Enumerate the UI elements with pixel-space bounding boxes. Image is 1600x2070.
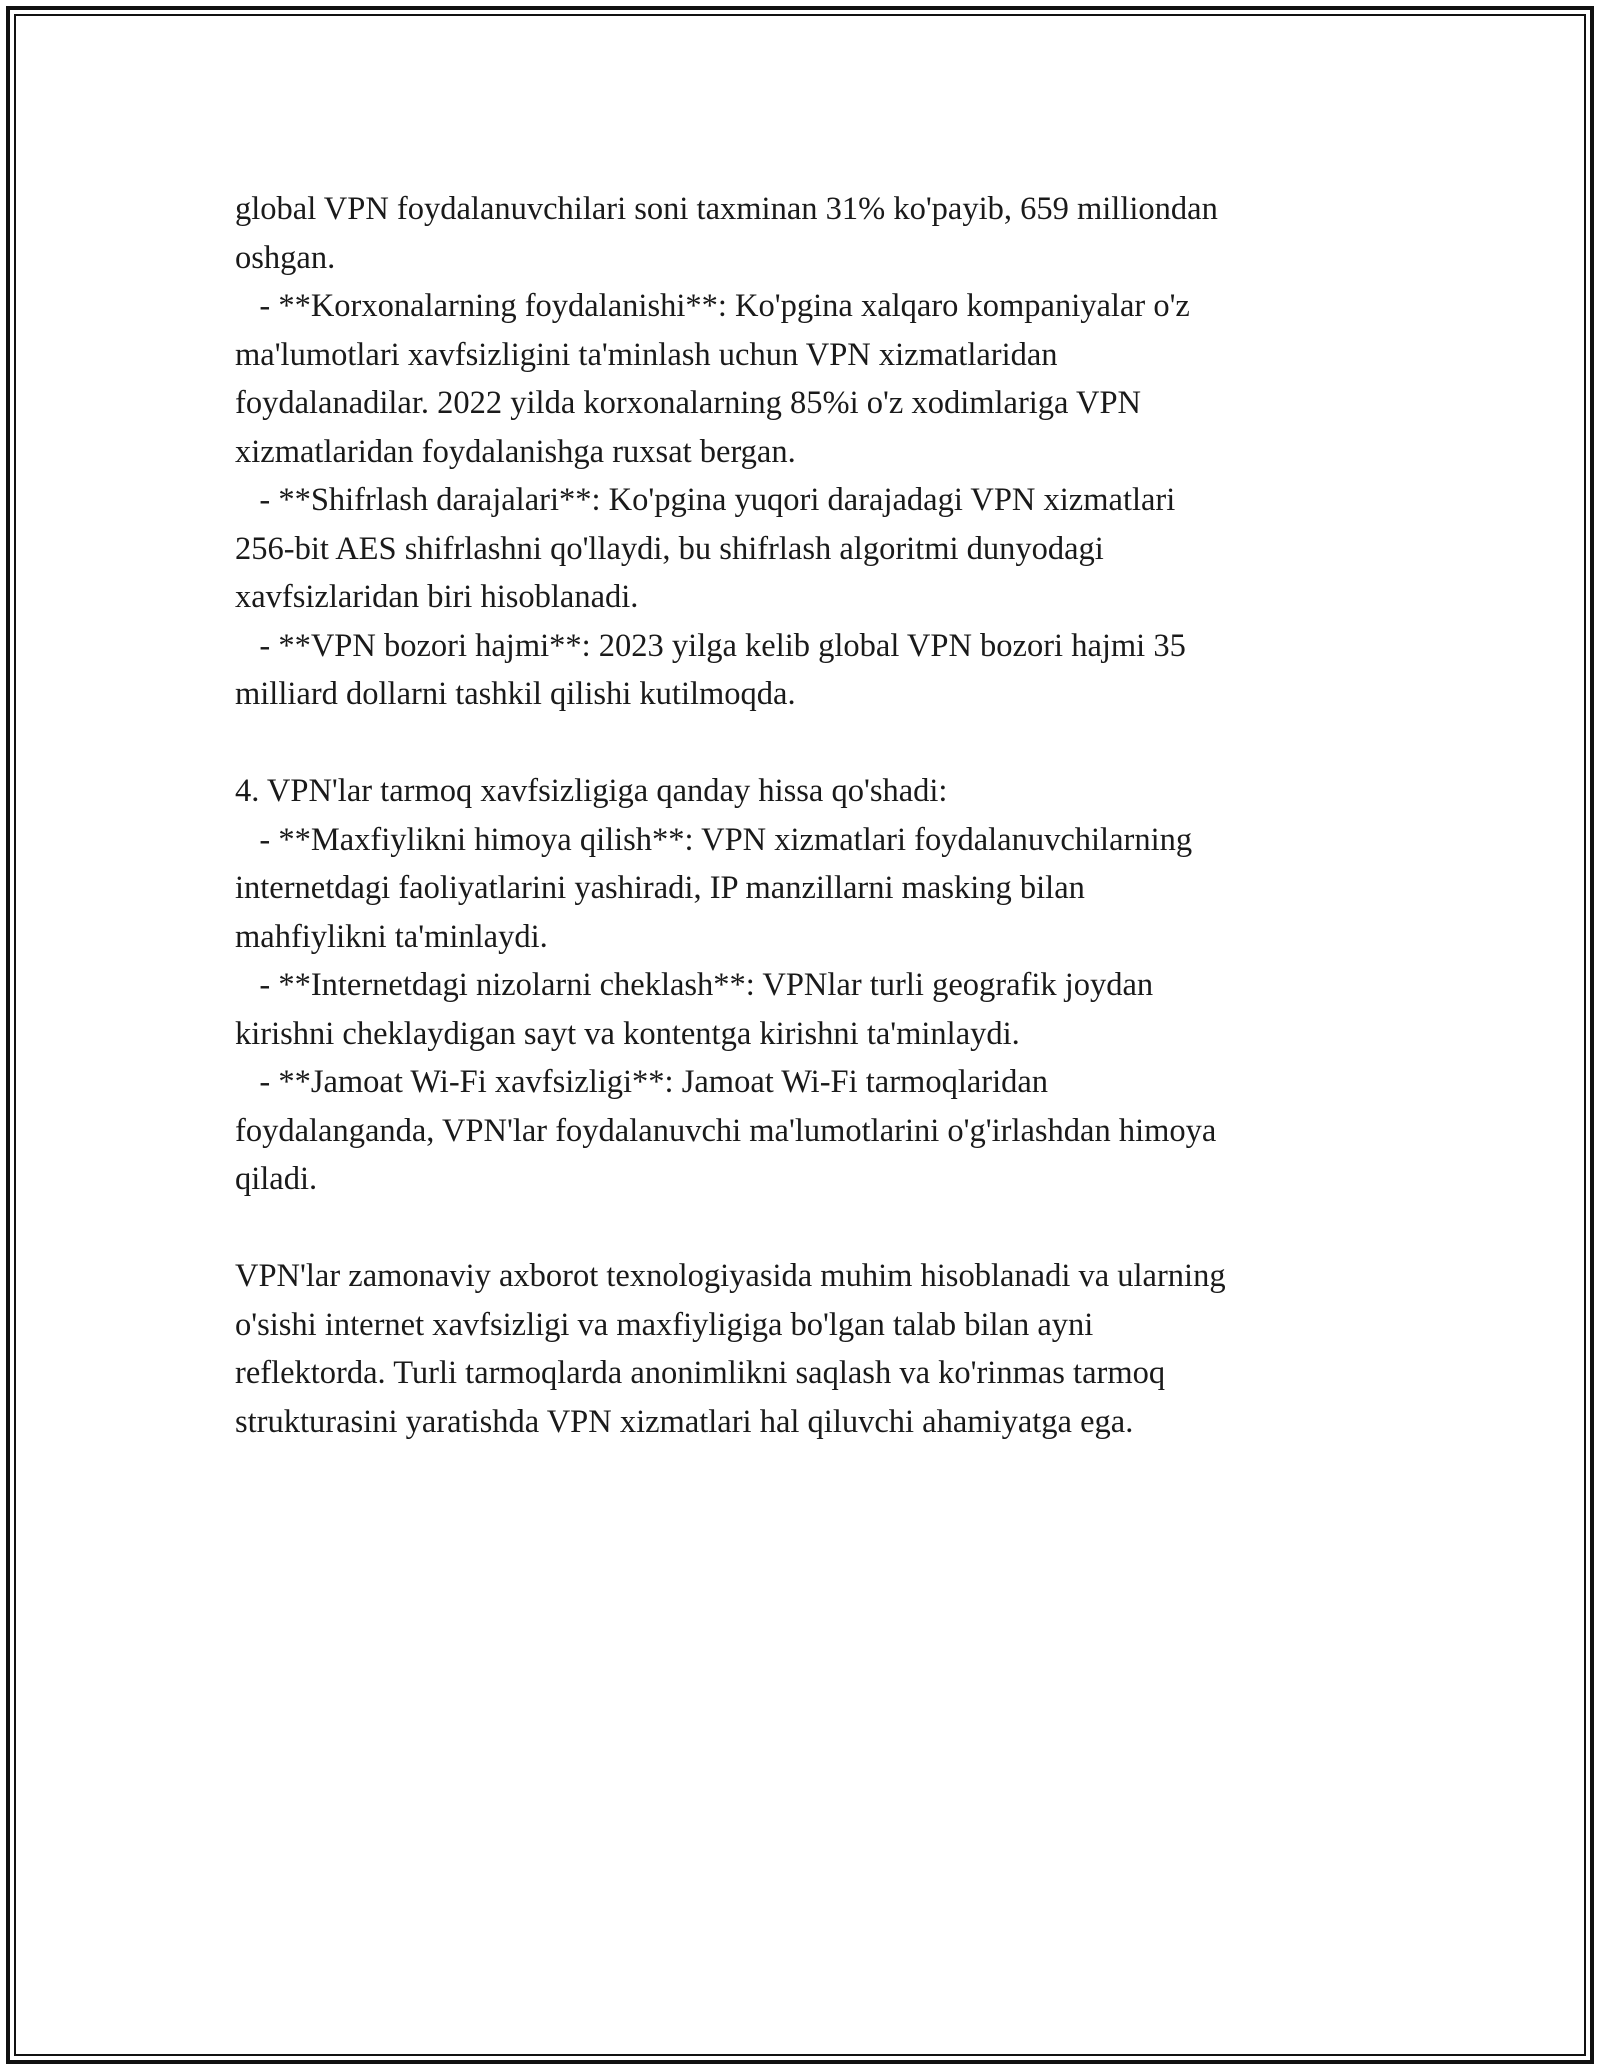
text-line: global VPN foydalanuvchilari soni taxminan 31% ko'payib, 659 milliondan	[235, 191, 1218, 227]
text-line: 256-bit AES shifrlashni qo'llaydi, bu shifrlash algoritmi dunyodagi	[235, 530, 1104, 567]
section-heading: 4. VPN'lar tarmoq xavfsizligiga qanday hissa qo'shadi:	[235, 773, 948, 809]
text-line: foydalanadilar. 2022 yilda korxonalarning 85%i o'z xodimlariga VPN	[235, 385, 1142, 421]
text-line: - **Jamoat Wi-Fi xavfsizligi**: Jamoat Wi-Fi tarmoqlaridan	[235, 1064, 1049, 1100]
text-line: - **Maxfiylikni himoya qilish**: VPN xizmatlari foydalanuvchilarning	[235, 821, 1193, 858]
text-line: qiladi.	[235, 1161, 318, 1197]
text-line: VPN'lar zamonaviy axborot texnologiyasida muhim hisoblanadi va ularning	[235, 1258, 1226, 1294]
text-line: - **Korxonalarning foydalanishi**: Ko'pgina xalqaro kompaniyalar o'z	[235, 288, 1190, 324]
document-body	[235, 185, 1365, 1446]
text-line: oshgan.	[235, 239, 336, 276]
text-line: xizmatlaridan foydalanishga ruxsat bergan.	[235, 433, 796, 470]
text-line: o'sishi internet xavfsizligi va maxfiyligiga bo'lgan talab bilan ayni	[235, 1306, 1094, 1343]
text-line: reflektorda. Turli tarmoqlarda anonimlikni saqlash va ko'rinmas tarmoq	[235, 1355, 1166, 1391]
text-line: - **Internetdagi nizolarni cheklash**: VPNlar turli geografik joydan	[235, 967, 1154, 1003]
text-line: foydalanganda, VPN'lar foydalanuvchi ma'lumotlarini o'g'irlashdan himoya	[235, 1112, 1217, 1149]
text-line: strukturasini yaratishda VPN xizmatlari hal qiluvchi ahamiyatga ega.	[235, 1403, 1134, 1440]
text-line: kirishni cheklaydigan sayt va kontentga kirishni ta'minlaydi.	[235, 1015, 1020, 1052]
text-line: ma'lumotlari xavfsizligini ta'minlash uchun VPN xizmatlaridan	[235, 336, 1058, 373]
text-line: milliard dollarni tashkil qilishi kutilmoqda.	[235, 676, 796, 712]
paragraph-gap	[235, 719, 1365, 768]
text-line: - **Shifrlash darajalari**: Ko'pgina yuqori darajadagi VPN xizmatlari	[235, 482, 1176, 518]
text-line: mahfiylikni ta'minlaydi.	[235, 918, 548, 955]
text-line: - **VPN bozori hajmi**: 2023 yilga kelib global VPN bozori hajmi 35	[235, 627, 1186, 664]
text-line: internetdagi faoliyatlarini yashiradi, IP manzillarni masking bilan	[235, 870, 1085, 906]
paragraph-gap	[235, 1204, 1365, 1253]
text-line: xavfsizlaridan biri hisoblanadi.	[235, 579, 639, 615]
